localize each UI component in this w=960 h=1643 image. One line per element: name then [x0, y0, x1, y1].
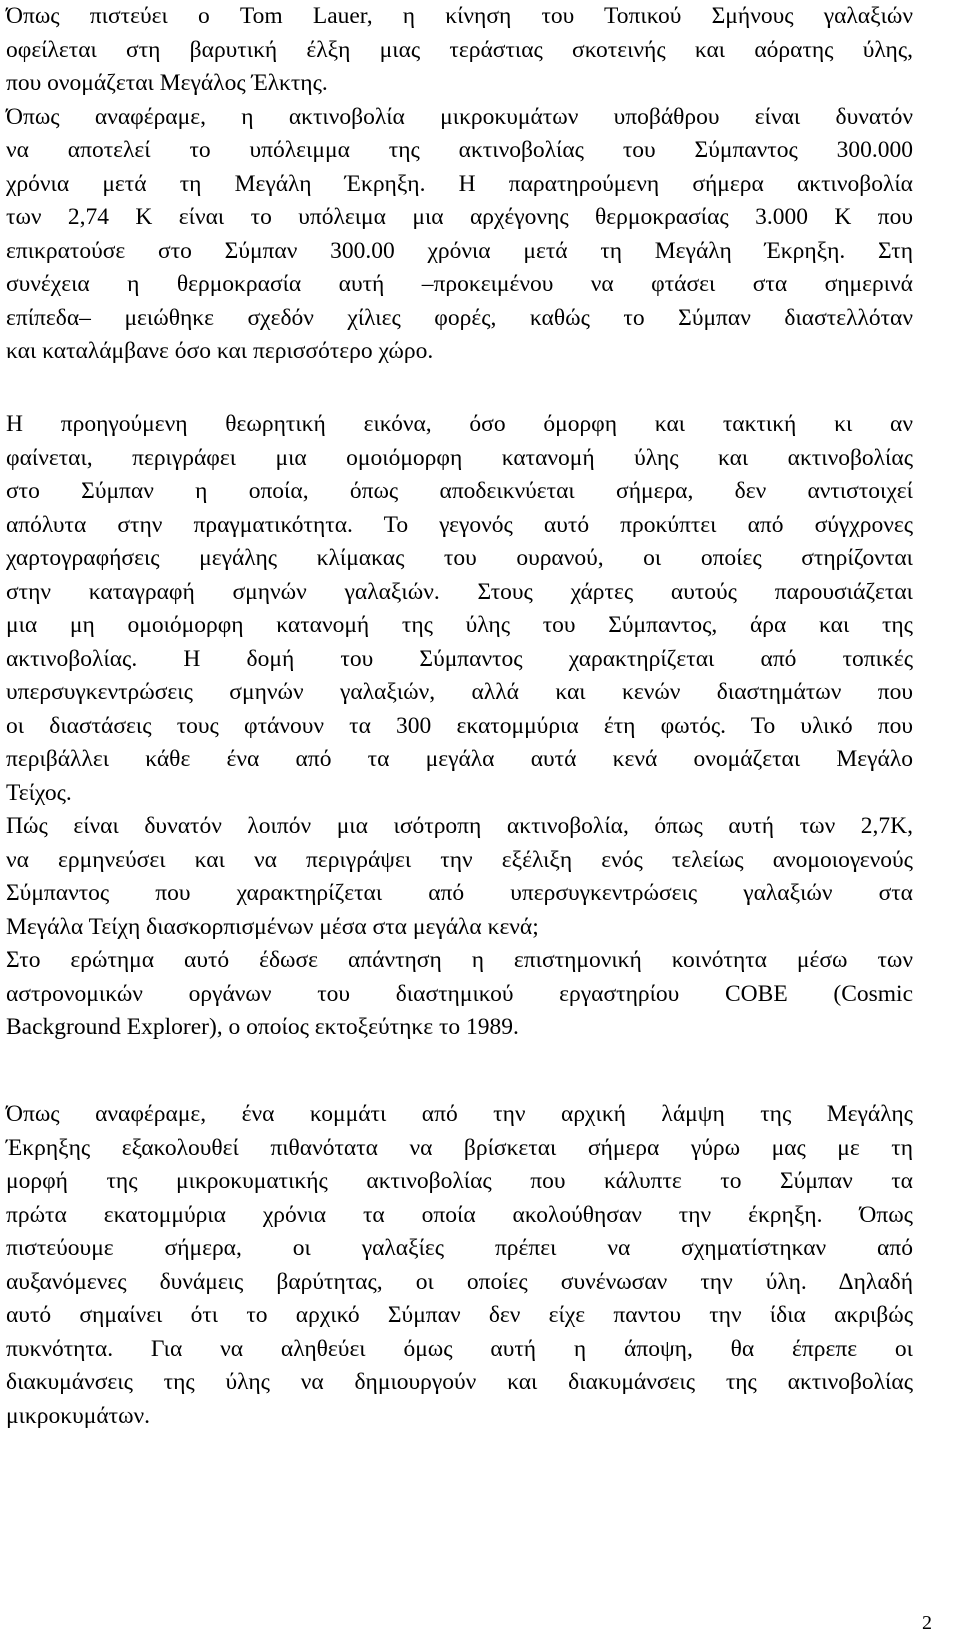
text-line: οφείλεται στη βαρυτική έλξη μιας τεράστιας σκοτεινής και αόρατης ύλης, [6, 36, 913, 63]
text-line: Background Explorer), ο οποίος εκτοξεύτηκε το 1989. [6, 1014, 519, 1040]
text-line: ακτινοβολίας. Η δομή του Σύμπαντος χαρακτηρίζεται από τοπικές [6, 645, 913, 672]
text-line: υπερσυγκεντρώσεις σμηνών γαλαξιών, αλλά και κενών διαστημάτων που [6, 679, 913, 705]
text-line: χαρτογραφήσεις μεγάλης κλίμακας του ουρανού, οι οποίες στηρίζονται [6, 545, 913, 571]
text-line: των 2,74 K είναι το υπόλειμα μια αρχέγονης θερμοκρασίας 3.000 K που [6, 204, 913, 230]
text-line: διακυμάνσεις της ύλης να δημιουργούν και διακυμάνσεις της ακτινοβολίας [6, 1369, 913, 1395]
text-line: Έκρηξης εξακολουθεί πιθανότατα να βρίσκεται σήμερα γύρω μας με τη [6, 1134, 913, 1161]
text-line: μια μη ομοιόμορφη κατανομή της ύλης του Σύμπαντος, άρα και της [6, 612, 913, 638]
text-line: φαίνεται, περιγράφει μια ομοιόμορφη κατανομή ύλης και ακτινοβολίας [6, 444, 913, 471]
text-line: απόλυτα στην πραγματικότητα. Το γεγονός αυτό προκύπτει από σύγχρονες [6, 511, 913, 538]
text-line: αυτό σημαίνει ότι το αρχικό Σύμπαν δεν είχε παντου την ίδια ακριβώς [6, 1302, 913, 1328]
text-line: αυξανόμενες δυνάμεις βαρύτητας, οι οποίες συνένωσαν την ύλη. Δηλαδή [6, 1268, 913, 1295]
text-line: Η προηγούμενη θεωρητική εικόνα, όσο όμορφη και τακτική κι αν [6, 411, 913, 437]
text-line: χρόνια μετά τη Μεγάλη Έκρηξη. Η παρατηρούμενη σήμερα ακτινοβολία [6, 170, 913, 197]
text-line: πυκνότητα. Για να αληθεύει όμως αυτή η άποψη, θα έπρεπε οι [6, 1335, 913, 1362]
text-line: να αποτελεί το υπόλειμμα της ακτινοβολίας του Σύμπαντος 300.000 [6, 137, 913, 163]
text-line: Όπως αναφέραμε, ένα κομμάτι από την αρχική λάμψη της Μεγάλης [6, 1101, 913, 1127]
text-line: Πώς είναι δυνατόν λοιπόν μια ισότροπη ακτινοβολία, όπως αυτή των 2,7K, [6, 813, 913, 839]
text-line: επικρατούσε στο Σύμπαν 300.00 χρόνια μετά τη Μεγάλη Έκρηξη. Στη [6, 237, 913, 264]
text-line: επίπεδα– μειώθηκε σχεδόν χίλιες φορές, καθώς το Σύμπαν διαστελλόταν [6, 304, 913, 331]
text-line: Τείχος. [6, 779, 72, 806]
text-line: αστρονομικών οργάνων του διαστημικού εργαστηρίου COBE (Cosmic [6, 980, 913, 1007]
text-line: συνέχεια η θερμοκρασία αυτή –προκειμένου να φτάσει στα σημερινά [6, 271, 913, 297]
text-line: να ερμηνεύσει και να περιγράψει την εξέλιξη ενός τελείως ανομοιογενούς [6, 846, 913, 873]
text-line: Όπως αναφέραμε, η ακτινοβολία μικροκυμάτων υποβάθρου είναι δυνατόν [6, 103, 913, 130]
text-line: Στο ερώτημα αυτό έδωσε απάντηση η επιστημονική κοινότητα μέσω των [6, 947, 913, 973]
text-line: στο Σύμπαν η οποία, όπως αποδεικνύεται σήμερα, δεν αντιστοιχεί [6, 478, 913, 504]
text-line: και καταλάμβανε όσο και περισσότερο χώρο. [6, 338, 434, 364]
text-line: Σύμπαντος που χαρακτηρίζεται από υπερσυγκεντρώσεις γαλαξιών στα [6, 880, 913, 906]
text-line: οι διαστάσεις τους φτάνουν τα 300 εκατομμύρια έτη φωτός. Το υλικό που [6, 712, 913, 739]
text-line: πρώτα εκατομμύρια χρόνια τα οποία ακολούθησαν την έκρηξη. Όπως [6, 1201, 913, 1228]
text-line: περιβάλλει κάθε ένα από τα μεγάλα αυτά κενά ονομάζεται Μεγάλο [6, 746, 913, 772]
paragraph-block-1 [6, 0, 913, 369]
text-line: που ονομάζεται Μεγάλος Έλκτης. [6, 70, 328, 96]
text-line: μικροκυμάτων. [6, 1402, 151, 1429]
page-number: 2 [922, 1612, 932, 1634]
text-line: πιστεύουμε σήμερα, οι γαλαξίες πρέπει να σχηματίστηκαν από [6, 1235, 913, 1261]
text-line: μορφή της μικροκυματικής ακτινοβολίας που κάλυπτε το Σύμπαν τα [6, 1168, 913, 1194]
text-line: Μεγάλα Τείχη διασκορπισμένων μέσα στα μεγάλα κενά; [6, 913, 539, 940]
text-line: Όπως πιστεύει ο Tom Lauer, η κίνηση του Τοπικού Σμήνους γαλαξιών [6, 3, 913, 29]
paragraph-block-3 [6, 1098, 913, 1433]
text-line: στην καταγραφή σμηνών γαλαξιών. Στους χάρτες αυτούς παρουσιάζεται [6, 578, 913, 605]
paragraph-block-2 [6, 408, 913, 1045]
